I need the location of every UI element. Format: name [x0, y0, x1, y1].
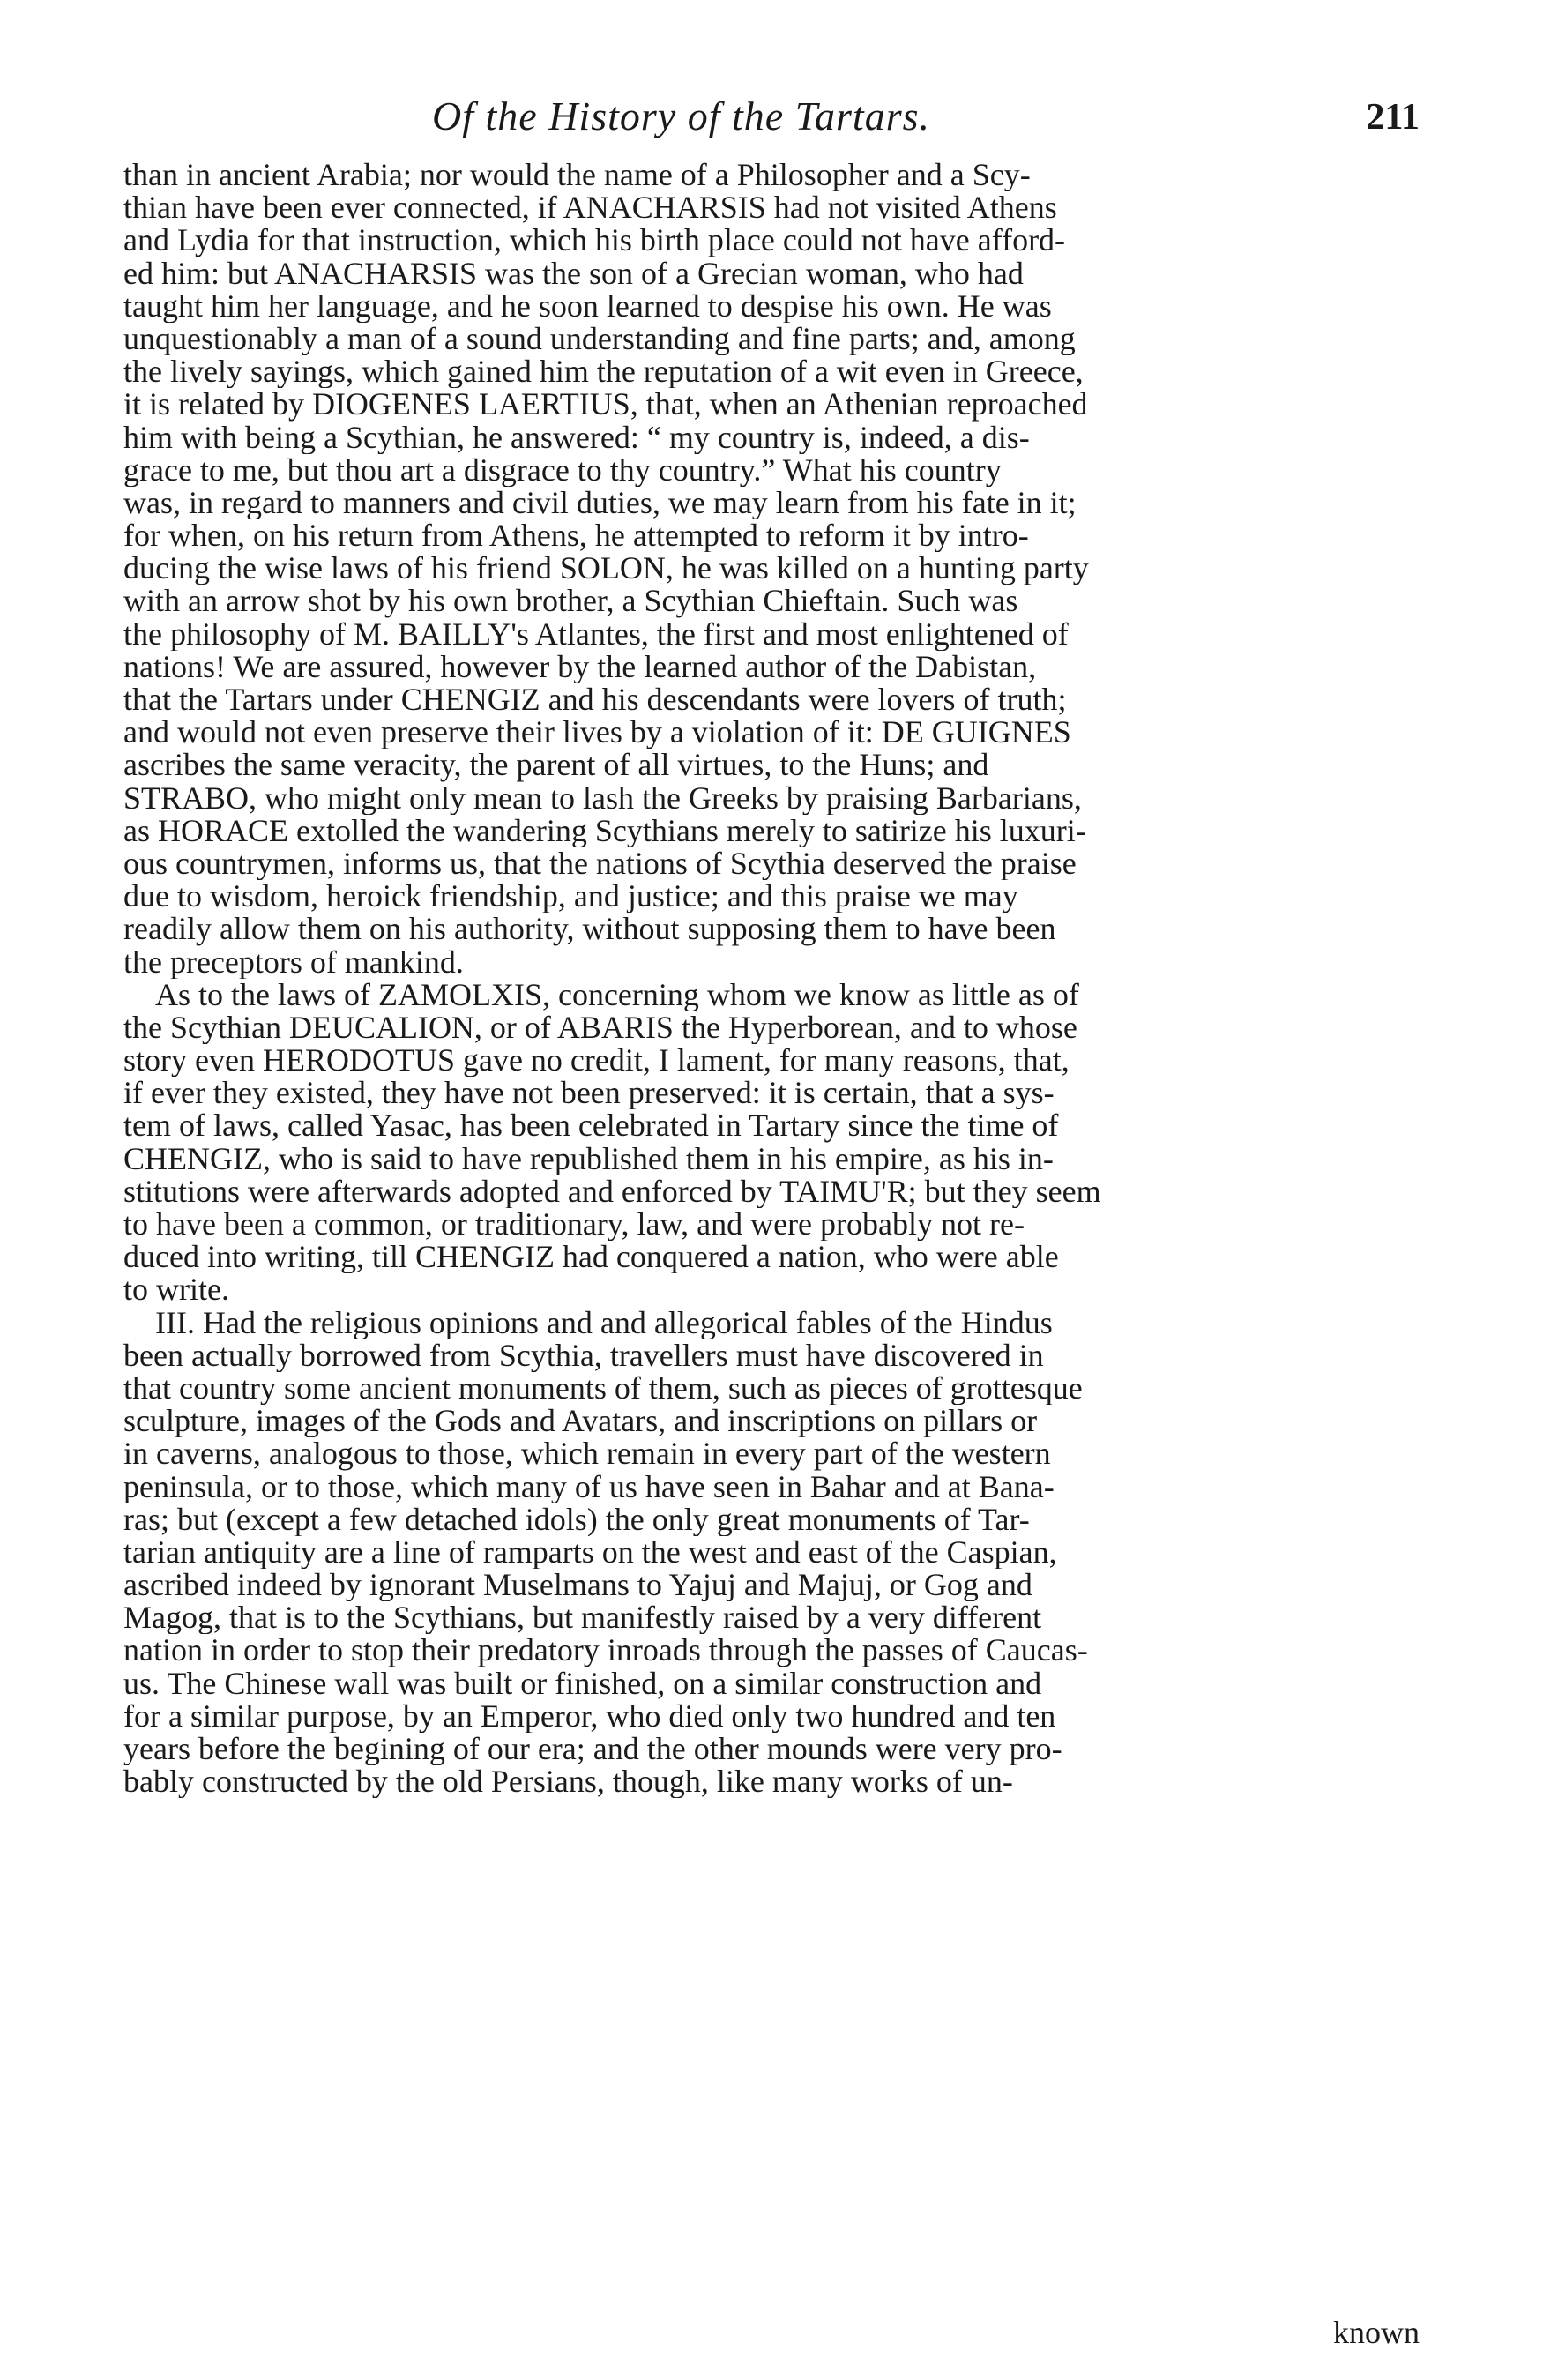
text-line: ascribed indeed by ignorant Muselmans to Yajuj and Majuj, or Gog and: [123, 1569, 1032, 1602]
text-line: us. The Chinese wall was built or finished, on a similar construction and: [123, 1667, 1042, 1700]
text-line: him with being a Scythian, he answered: “ my country is, indeed, a dis-: [123, 421, 1030, 454]
body-text: [123, 159, 1420, 1798]
text-line: with an arrow shot by his own brother, a Scythian Chieftain. Such was: [123, 585, 1018, 618]
text-line: the philosophy of M. BAILLY's Atlantes, the first and most enlightened of: [123, 617, 1069, 651]
text-line: the preceptors of mankind.: [123, 945, 464, 979]
text-line: ducing the wise laws of his friend SOLON, he was killed on a hunting party: [123, 552, 1089, 586]
text-line: unquestionably a man of a sound understanding and fine parts; and, among: [123, 322, 1076, 356]
text-line: and would not even preserve their lives by a violation of it: DE GUIGNES: [123, 716, 1071, 750]
text-line: than in ancient Arabia; nor would the name of a Philosopher and a Scy-: [123, 159, 1031, 192]
text-line: bably constructed by the old Persians, though, like many works of un-: [123, 1765, 1013, 1799]
text-line: readily allow them on his authority, without supposing them to have been: [123, 913, 1056, 946]
text-line: the lively sayings, which gained him the reputation of a wit even in Greece,: [123, 355, 1084, 389]
text-line: ed him: but ANACHARSIS was the son of a Grecian woman, who had: [123, 257, 1024, 290]
text-line: sculpture, images of the Gods and Avatars, and inscriptions on pillars or: [123, 1405, 1038, 1438]
text-line: taught him her language, and he soon learned to despise his own. He was: [123, 289, 1052, 323]
text-line: peninsula, or to those, which many of us have seen in Bahar and at Bana-: [123, 1470, 1055, 1503]
page-number: 211: [1366, 97, 1420, 138]
text-line: as HORACE extolled the wandering Scythians merely to satirize his luxuri-: [123, 814, 1086, 847]
text-line: nation in order to stop their predatory inroads through the passes of Caucas-: [123, 1634, 1088, 1667]
text-line: due to wisdom, heroick friendship, and justice; and this praise we may: [123, 880, 1018, 914]
text-line: ous countrymen, informs us, that the nations of Scythia deserved the praise: [123, 847, 1077, 881]
text-line: if ever they existed, they have not been preserved: it is certain, that a sys-: [123, 1077, 1055, 1110]
text-line: Magog, that is to the Scythians, but manifestly raised by a very different: [123, 1601, 1042, 1635]
text-line: years before the begining of our era; and the other mounds were very pro-: [123, 1733, 1062, 1766]
catchword: known: [1333, 2315, 1420, 2350]
text-line: to write.: [123, 1273, 229, 1307]
text-line: tem of laws, called Yasac, has been celebrated in Tartary since the time of: [123, 1109, 1059, 1143]
text-line: As to the laws of ZAMOLXIS, concerning whom we know as little as of: [155, 978, 1079, 1011]
text-line: for when, on his return from Athens, he attempted to reform it by intro-: [123, 519, 1029, 553]
text-line: III. Had the religious opinions and and allegorical fables of the Hindus: [155, 1306, 1053, 1339]
text-line: that country some ancient monuments of them, such as pieces of grottesque: [123, 1371, 1083, 1406]
text-line: thian have been ever connected, if ANACHARSIS had not visited Athens: [123, 191, 1057, 225]
text-line: nations! We are assured, however by the learned author of the Dabistan,: [123, 650, 1037, 683]
text-line: grace to me, but thou art a disgrace to thy country.” What his country: [123, 453, 1002, 487]
text-line: stitutions were afterwards adopted and enforced by TAIMU'R; but they seem: [123, 1175, 1101, 1208]
text-line: it is related by DIOGENES LAERTIUS, that, when an Athenian reproached: [123, 388, 1088, 422]
text-line: tarian antiquity are a line of ramparts on the west and east of the Caspian,: [123, 1535, 1057, 1570]
text-line: and Lydia for that instruction, which his birth place could not have afford-: [123, 224, 1066, 257]
text-line: the Scythian DEUCALION, or of ABARIS the Hyperborean, and to whose: [123, 1011, 1077, 1045]
text-line: STRABO, who might only mean to lash the Greeks by praising Barbarians,: [123, 781, 1082, 815]
text-line: in caverns, analogous to those, which remain in every part of the western: [123, 1437, 1051, 1471]
text-line: that the Tartars under CHENGIZ and his descendants were lovers of truth;: [123, 683, 1067, 717]
text-line: ascribes the same veracity, the parent of all virtues, to the Huns; and: [123, 749, 989, 782]
text-line: story even HERODOTUS gave no credit, I lament, for many reasons, that,: [123, 1044, 1070, 1078]
page-header: [123, 93, 1420, 154]
running-title: Of the History of the Tartars.: [432, 93, 931, 138]
text-line: for a similar purpose, by an Emperor, who died only two hundred and ten: [123, 1699, 1056, 1733]
text-line: CHENGIZ, who is said to have republished them in his empire, as his in-: [123, 1142, 1054, 1175]
text-line: duced into writing, till CHENGIZ had conquered a nation, who were able: [123, 1241, 1059, 1274]
text-line: been actually borrowed from Scythia, travellers must have discovered in: [123, 1339, 1044, 1372]
text-line: to have been a common, or traditionary, law, and were probably not re-: [123, 1208, 1025, 1242]
text-line: was, in regard to manners and civil duties, we may learn from his fate in it;: [123, 486, 1077, 520]
text-line: ras; but (except a few detached idols) the only great monuments of Tar-: [123, 1503, 1030, 1536]
